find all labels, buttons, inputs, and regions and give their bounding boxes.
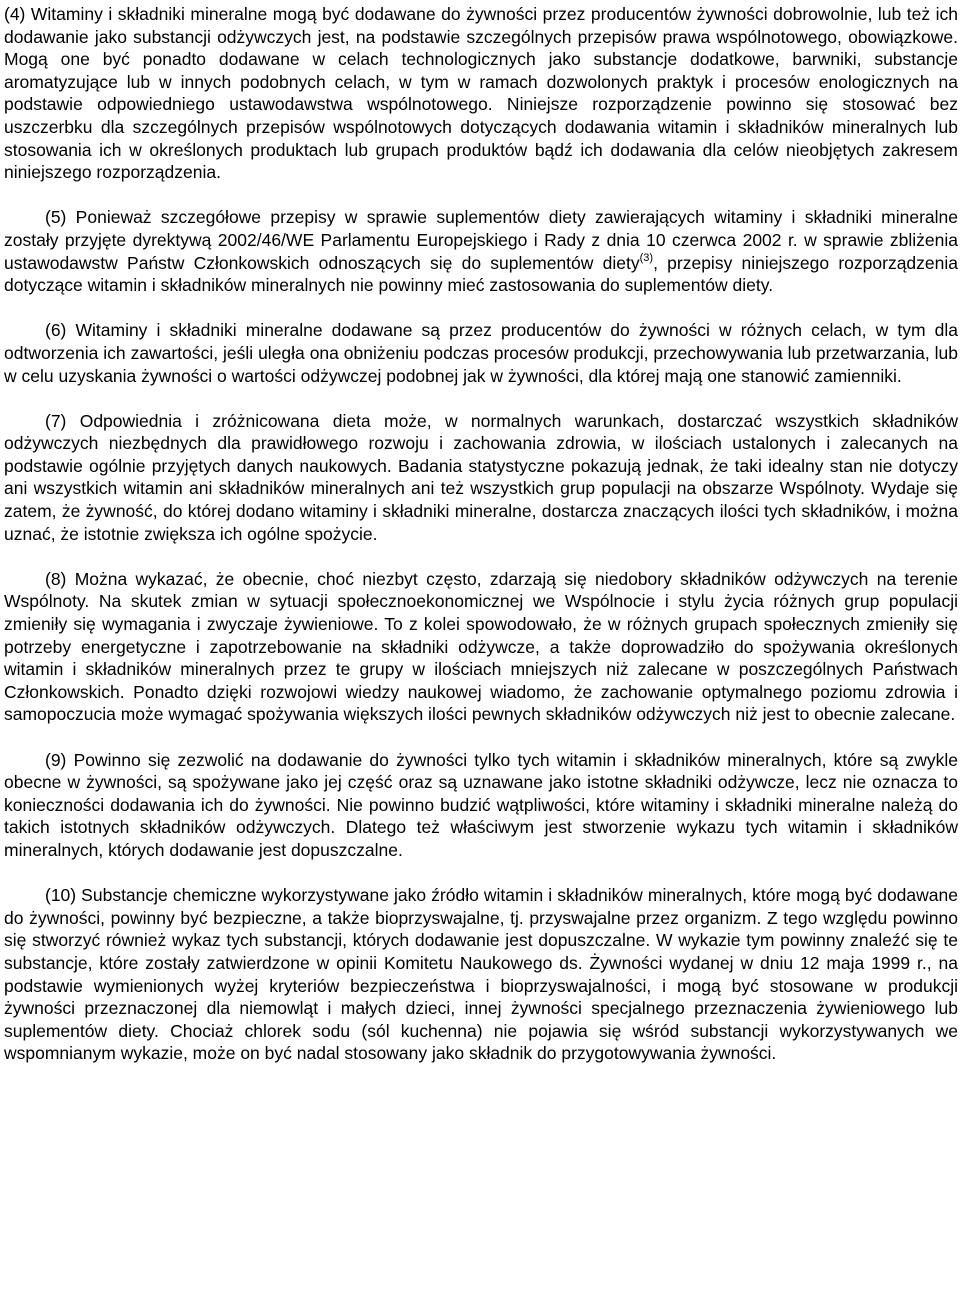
paragraph-10: (10) Substancje chemiczne wykorzystywane jako źródło witamin i składników mineralnych, które mogą być dodawane do żywności, powinny być bezpieczne, a także bioprzyswajalne, tj. przyswajalne przez organizm. Z tego względu powinno się stworzyć również wykaz tych substancji, których dodawanie jest dopuszczalne. W wykazie tym powinny znaleźć się te substancje, które zostały zatwierdzone w opinii Komitetu Naukowego ds. Żywności wydanej w dniu 12 maja 1999 r., na podstawie wymienionych wyżej kryteriów bezpieczeństwa i bioprzyswajalności, i mogą być stosowane w produkcji żywności przeznaczonej dla niemowląt i małych dzieci, innej żywności specjalnego przeznaczenia żywieniowego lub suplementów diety. Chociaż chlorek sodu (sól kuchenna) nie pojawia się wśród substancji wykorzystywanych we wspomnianym wykazie, może on być nadal stosowany jako składnik do przygotowywania żywności.	[4, 885, 958, 1064]
paragraph-7: (7) Odpowiednia i zróżnicowana dieta może, w normalnych warunkach, dostarczać wszystkich składników odżywczych niezbędnych dla prawidłowego rozwoju i zachowania zdrowia, w ilościach ustalonych i zalecanych na podstawie ogólnie przyjętych danych naukowych. Badania statystyczne pokazują jednak, że taki idealny stan nie dotyczy ani wszystkich witamin ani składników mineralnych ani też wszystkich grup populacji na obszarze Wspólnoty. Wydaje się zatem, że żywność, do której dodano witaminy i składniki mineralne, dostarcza znaczących ilości tych składników, i można uznać, że istotnie zwiększa ich ogólne spożycie.	[4, 410, 958, 544]
paragraph-5	[4, 206, 958, 296]
paragraph-8: (8) Można wykazać, że obecnie, choć niezbyt często, zdarzają się niedobory składników odżywczych na terenie Wspólnoty. Na skutek zmian w sytuacji społecznoekonomicznej we Wspólnocie i stylu życia różnych grup populacji zmieniły się wymagania i zwyczaje żywieniowe. To z kolei spowodowało, że w różnych grupach społecznych zmieniły się potrzeby energetyczne i zapotrzebowanie na składniki odżywcze, a także doprowadziło do spożywania określonych witamin i składników mineralnych przez te grupy w ilościach mniejszych niż zalecane w poszczególnych Państwach Członkowskich. Ponadto dzięki rozwojowi wiedzy naukowej wiadomo, że zachowanie optymalnego poziomu zdrowia i samopoczucia może wymagać spożywania większych ilości pewnych składników odżywczych niż jest to obecnie zalecane.	[4, 568, 958, 725]
paragraph-5-text-before: (5) Ponieważ szczegółowe przepisy w sprawie suplementów diety zawierających witaminy i składniki mineralne zostały przyjęte dyrektywą 2002/46/WE Parlamentu Europejskiego i Rady z dnia 10 czerwca 2002 r. w sprawie zbliżenia ustawodawstw Państw Członkowskich odnoszących się do suplementów diety	[4, 207, 958, 273]
paragraph-5-text-after: , przepisy niniejszego rozporządzenia dotyczące witamin i składników mineralnych nie powinny mieć zastosowania do suplementów diety.	[4, 252, 958, 296]
paragraph-6: (6) Witaminy i składniki mineralne dodawane są przez producentów do żywności w różnych celach, w tym dla odtworzenia ich zawartości, jeśli uległa ona obniżeniu podczas procesów produkcji, przechowywania lub przetwarzania, lub w celu uzyskania żywności o wartości odżywczej podobnej jak w żywności, dla której mają one stanowić zamienniki.	[4, 320, 958, 386]
paragraph-4: (4) Witaminy i składniki mineralne mogą być dodawane do żywności przez producentów żywności dobrowolnie, lub też ich dodawanie jako substancji odżywczych jest, na podstawie szczególnych przepisów prawa wspólnotowego, obowiązkowe. Mogą one być ponadto dodawane w celach technologicznych jako substancje dodatkowe, barwniki, substancje aromatyzujące lub w innych podobnych celach, w tym w ramach dozwolonych praktyk i procesów enologicznych na podstawie odpowiedniego ustawodawstwa wspólnotowego. Niniejsze rozporządzenie powinno się stosować bez uszczerbku dla szczególnych przepisów wspólnotowych dotyczących dodawania witamin i składników mineralnych lub stosowania ich w określonych produktach lub grupach produktów bądź ich dodawania dla celów nieobjętych zakresem niniejszego rozporządzenia.	[4, 4, 958, 183]
paragraph-9: (9) Powinno się zezwolić na dodawanie do żywności tylko tych witamin i składników mineralnych, które są zwykle obecne w żywności, są spożywane jako jej część oraz są uznawane jako istotne składniki odżywcze, lecz nie oznacza to konieczności dodawania ich do żywności. Nie powinno budzić wątpliwości, które witaminy i składniki mineralne należą do takich istotnych składników odżywczych. Dlatego też właściwym jest stworzenie wykazu tych witamin i składników mineralnych, których dodawanie jest dopuszczalne.	[4, 749, 958, 860]
footnote-reference: (3)	[639, 251, 654, 264]
